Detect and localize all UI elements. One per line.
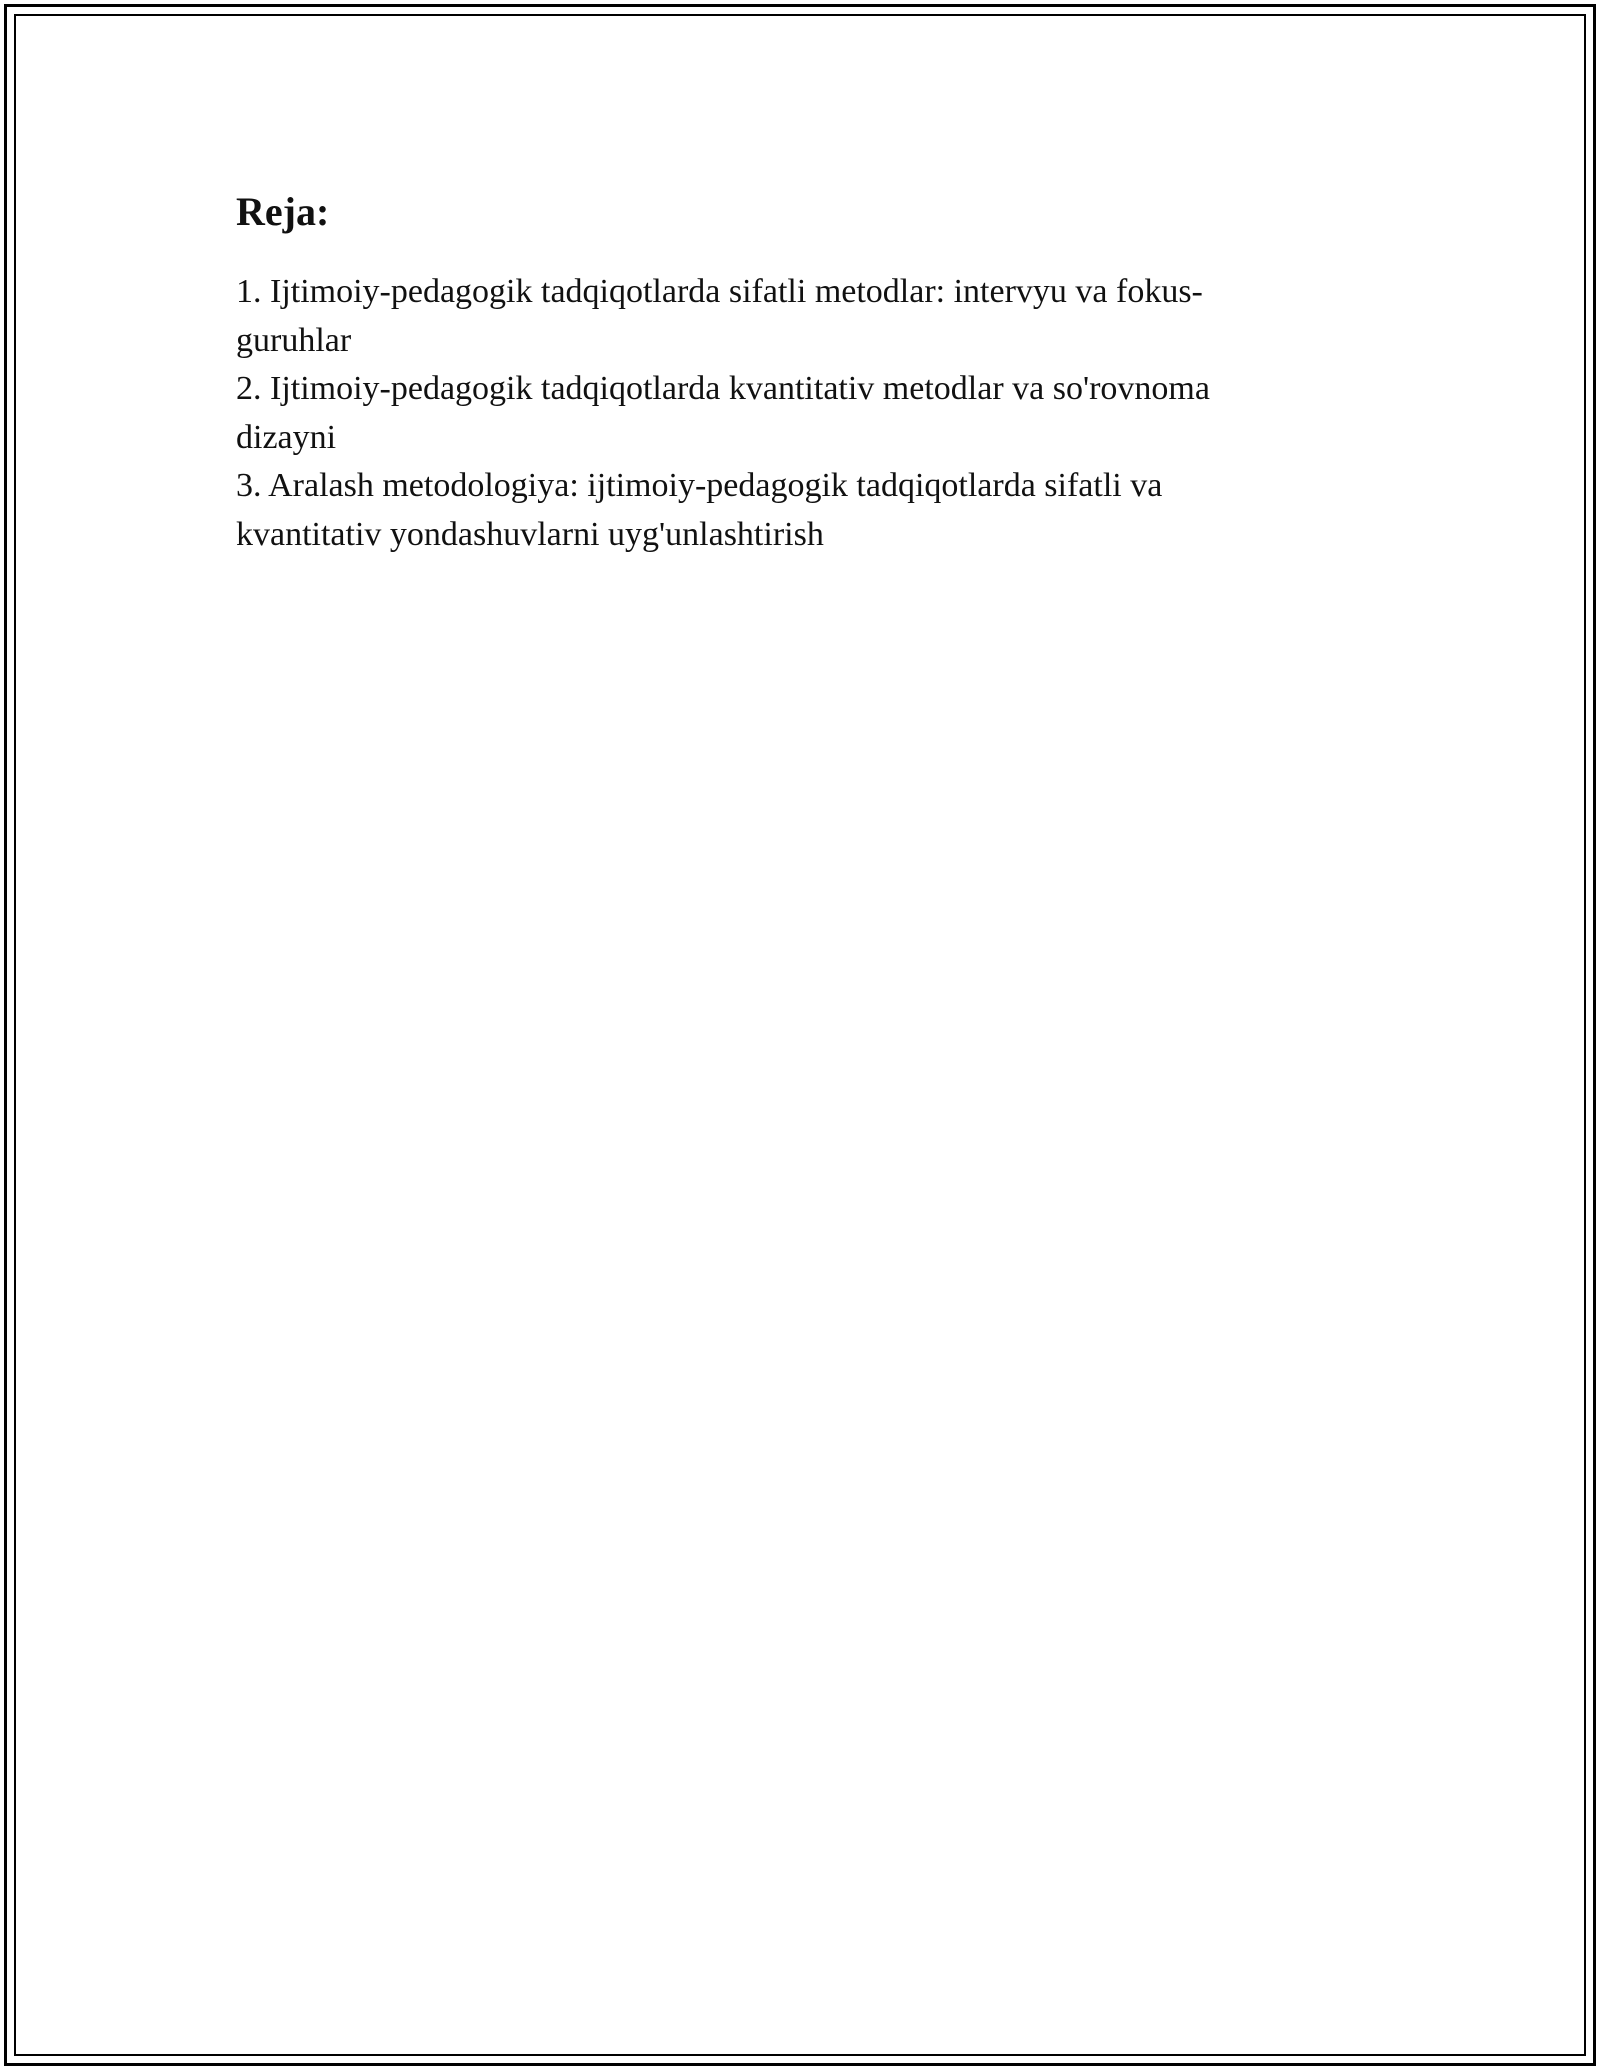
plan-heading: Reja: [236,189,330,234]
plan-list [236,268,1316,559]
plan-item-2: 2. Ijtimoiy-pedagogik tadqiqotlarda kvantitativ metodlar va so'rovnoma dizayni [236,370,1210,456]
page-content [236,186,1316,559]
plan-item-3: 3. Aralash metodologiya: ijtimoiy-pedagogik tadqiqotlarda sifatli va kvantitativ yondashuvlarni uyg'unlashtirish [236,467,1163,553]
plan-item-1: 1. Ijtimoiy-pedagogik tadqiqotlarda sifatli metodlar: intervyu va fokus-guruhlar [236,273,1203,359]
